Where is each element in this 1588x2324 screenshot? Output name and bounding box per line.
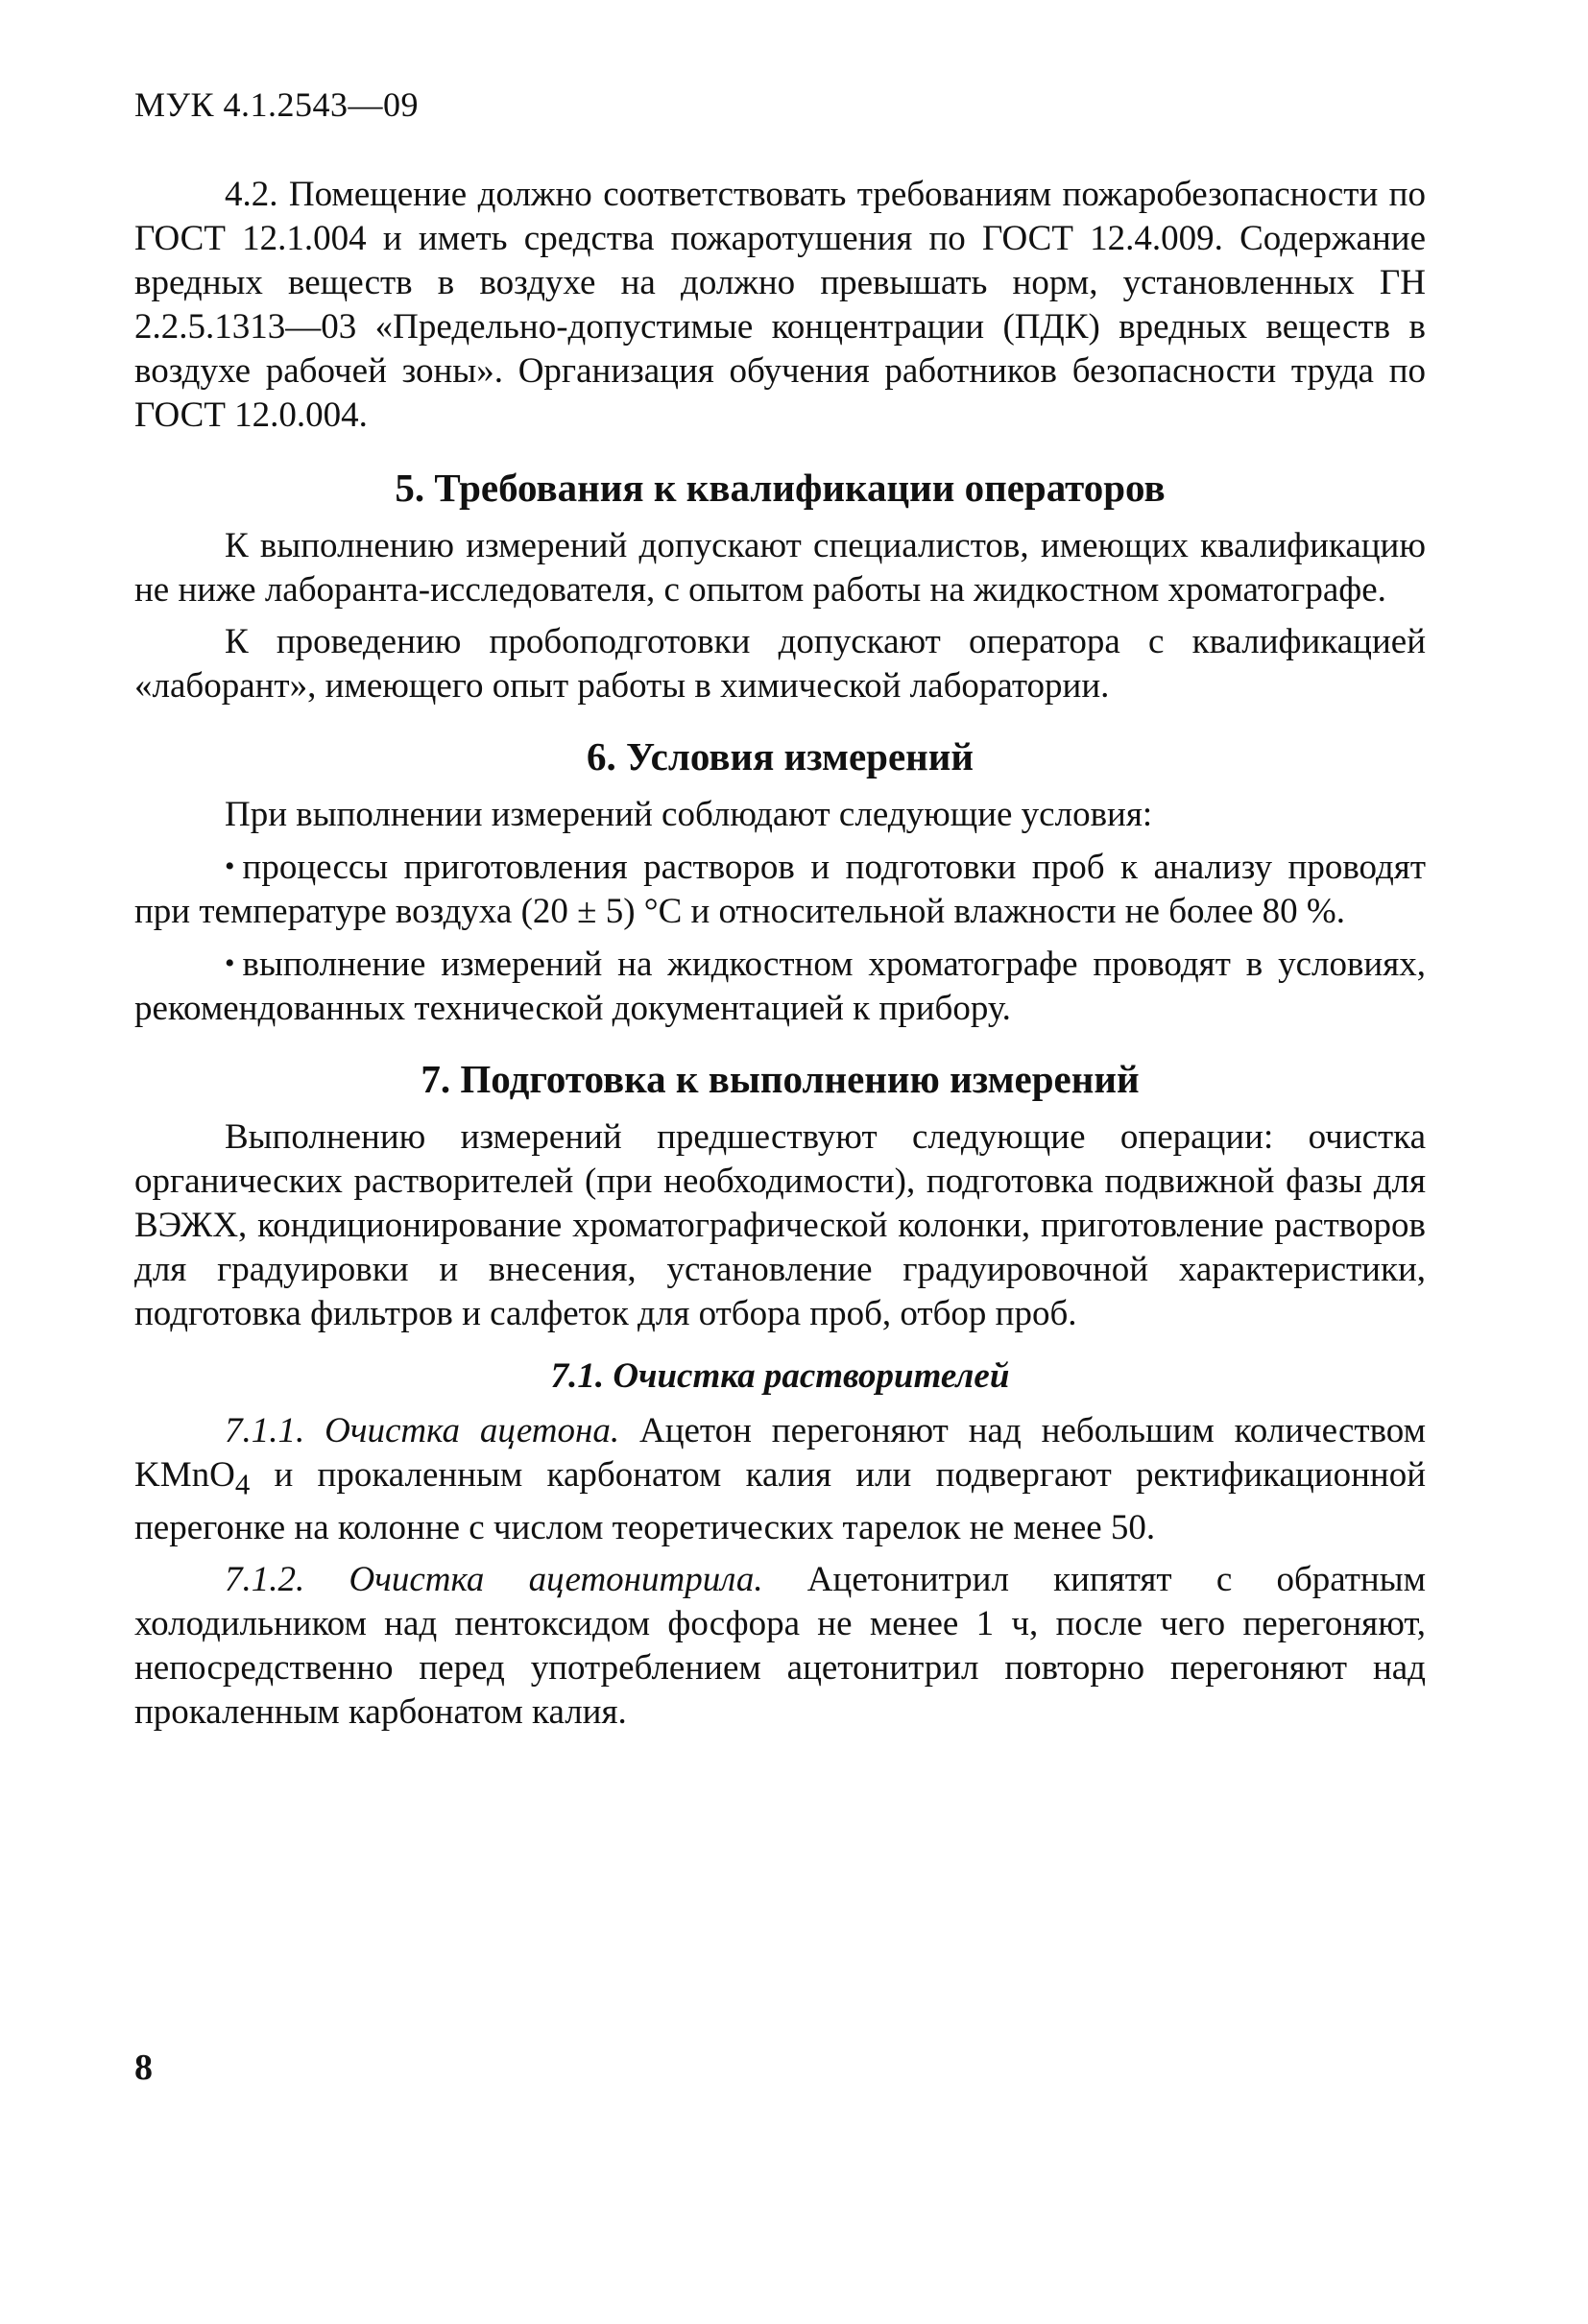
paragraph-7-1-2 — [134, 1558, 1426, 1735]
subsection-7-1-heading: 7.1. Очистка растворителей — [550, 1356, 1010, 1396]
section-5-paragraph-1: К выполнению измерений допускают специалистов, имеющих квалификацию не ниже лаборанта-исследователя, с опытом работы на жидкостном хроматографе. — [134, 526, 1426, 610]
section-7-heading: 7. Подготовка к выполнению измерений — [421, 1057, 1140, 1101]
paragraph-7-1-1-label: 7.1.1. Очистка ацетона. — [225, 1411, 620, 1450]
bullet-icon: • — [225, 851, 235, 882]
section-5-heading: 5. Требования к квалификации операторов — [395, 466, 1166, 510]
document-code-header: МУК 4.1.2543—09 — [134, 85, 420, 124]
kmno4-subscript: 4 — [234, 1468, 251, 1501]
paragraph-4-2: 4.2. Помещение должно соответствовать требованиям пожаробезопасности по ГОСТ 12.1.004 и иметь средства пожаротушения по ГОСТ 12.4.009. Содержание вредных веществ в воздухе на должно превышать норм, установленных ГН 2.2.5.1313—03 «Предельно-допустимые концентрации (ПДК) вредных веществ в воздухе рабочей зоны». Организация обучения работников безопасности труда по ГОСТ 12.0.004. — [134, 175, 1426, 435]
bullet-icon: • — [225, 947, 235, 979]
page-number: 8 — [134, 2048, 153, 2088]
paragraph-7-1-1-text-b: и прокаленным карбонатом калия или подвергают ректификационной перегонке на колонне с числом теоретических тарелок не менее 50. — [134, 1455, 1426, 1548]
section-6-intro: При выполнении измерений соблюдают следующие условия: — [225, 795, 1153, 834]
page-content — [134, 173, 1426, 1735]
section-5-paragraph-2: К проведению пробоподготовки допускают оператора с квалификацией «лаборант», имеющего опыт работы в химической лаборатории. — [134, 622, 1426, 706]
paragraph-7-1-1 — [134, 1409, 1426, 1550]
paragraph-7-1-2-text: Ацетонитрил кипятят с обратным холодильником над пентоксидом фосфора не менее 1 ч, после чего перегоняют, непосредственно перед употреблением ацетонитрил повторно перегоняют над прокаленным карбонатом калия. — [134, 1560, 1426, 1733]
section-6-heading: 6. Условия измерений — [586, 734, 974, 779]
bullet-text: выполнение измерений на жидкостном хроматографе проводят в условиях, рекомендованных технической документацией к прибору. — [134, 945, 1426, 1028]
bullet-text: процессы приготовления растворов и подготовки проб к анализу проводят при температуре воздуха (20 ± 5) °С и относительной влажности не более 80 %. — [134, 848, 1426, 931]
section-6-bullet-2 — [134, 942, 1426, 1031]
paragraph-7-1-2-label: 7.1.2. Очистка ацетонитрила. — [225, 1560, 763, 1600]
paragraph-7-1-1-text-a: Ацетон перегоняют над небольшим количеством KMnO — [134, 1411, 1426, 1495]
section-7-paragraph-1: Выполнению измерений предшествуют следующие операции: очистка органических растворителей (при необходимости), подготовка подвижной фазы для ВЭЖХ, кондиционирование хроматографической колонки, приготовление растворов для градуировки и внесения, установление градуировочной характеристики, подготовка фильтров и салфеток для отбора проб, отбор проб. — [134, 1117, 1426, 1333]
section-6-bullet-1 — [134, 845, 1426, 934]
